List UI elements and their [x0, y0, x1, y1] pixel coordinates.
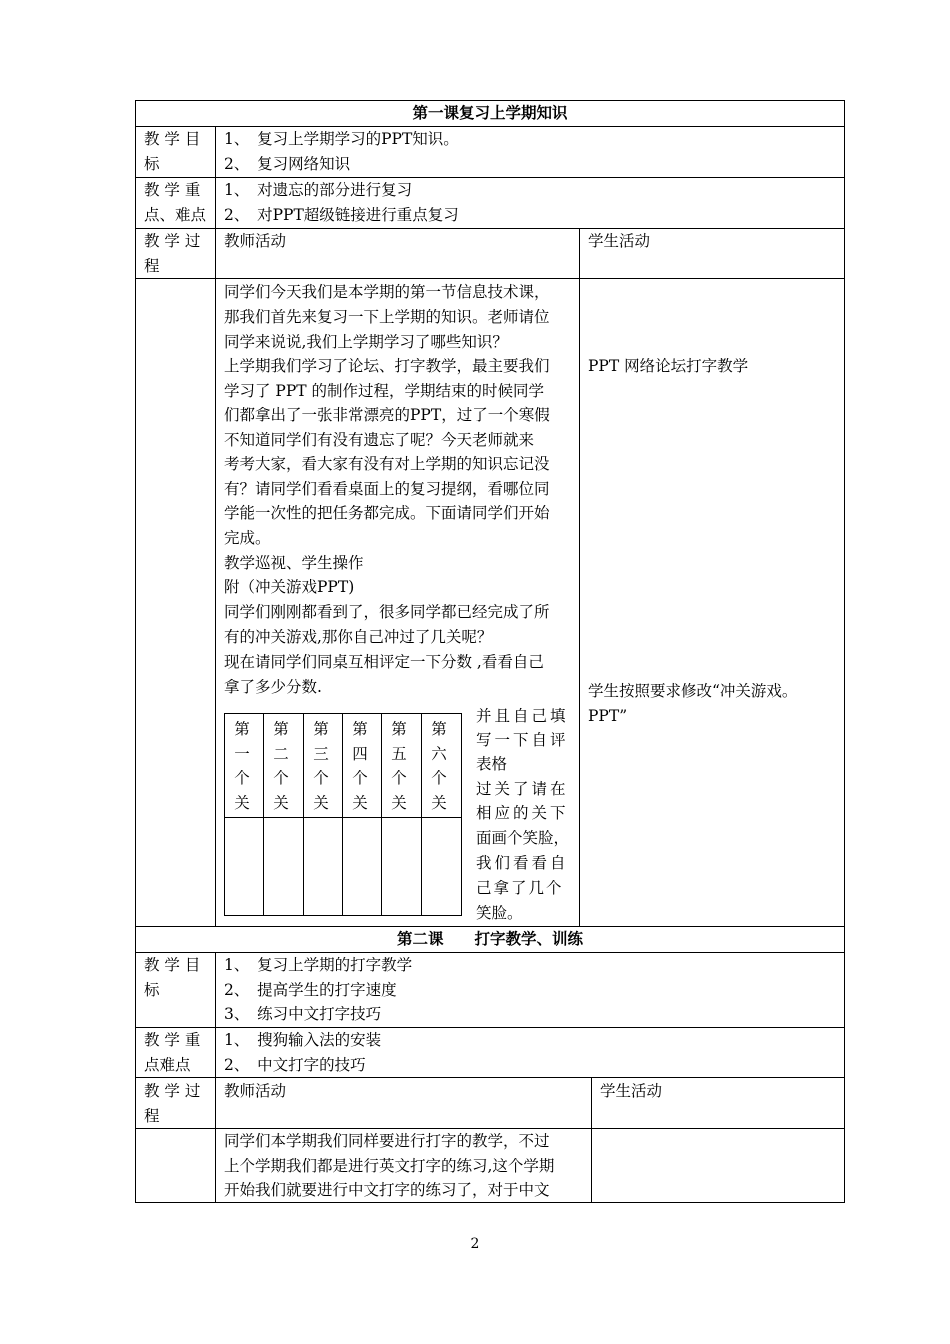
- score-table-rule: [342, 713, 343, 916]
- score-header-char: 关: [313, 793, 329, 812]
- lesson1-goal-label: 教 学 目: [144, 130, 201, 148]
- lesson1-student-header: 学生活动: [588, 232, 651, 250]
- score-header-5: [389, 717, 409, 815]
- lesson2-teacher-header: 教师活动: [224, 1082, 287, 1100]
- lesson1-side-note-line: 笑脸。: [476, 904, 523, 922]
- lesson1-goal-item: 1、 复习上学期学习的PPT知识。: [224, 130, 459, 148]
- table-rule: [215, 952, 216, 1202]
- score-header-4: [350, 717, 370, 815]
- table-rule: [591, 1077, 592, 1202]
- lesson2-goal-item: 2、 提高学生的打字速度: [224, 981, 397, 999]
- lesson1-teacher-line: 上学期我们学习了论坛、打字教学，最主要我们: [224, 357, 550, 375]
- lesson2-key-item: 2、 中文打字的技巧: [224, 1056, 366, 1074]
- score-header-char: 二: [273, 744, 289, 763]
- lesson1-side-note-line: 相应的关下: [476, 804, 569, 822]
- score-header-char: 关: [391, 793, 407, 812]
- lesson1-teacher-line: 附（冲关游戏PPT): [224, 578, 355, 596]
- lesson2-teacher-line: 开始我们就要进行中文打字的练习了，对于中文: [224, 1181, 550, 1199]
- lesson1-side-note-line: 并且自己填: [476, 707, 569, 725]
- score-header-3: [311, 717, 331, 815]
- lesson1-key-item: 1、 对遗忘的部分进行复习: [224, 181, 413, 199]
- table-rule: [579, 228, 580, 926]
- lesson1-side-note-line: 过关了请在: [476, 780, 569, 798]
- score-header-char: 关: [431, 793, 447, 812]
- score-header-char: 个: [391, 769, 407, 787]
- lesson2-goal-item: 1、 复习上学期的打字教学: [224, 956, 413, 974]
- score-table-rule: [303, 713, 304, 916]
- lesson2-student-header: 学生活动: [600, 1082, 663, 1100]
- score-header-char: 第: [273, 720, 289, 738]
- lesson2-key-label: 点难点: [144, 1056, 191, 1074]
- score-header-char: 六: [431, 744, 447, 763]
- lesson1-teacher-header: 教师活动: [224, 232, 287, 250]
- score-header-char: 关: [273, 793, 289, 812]
- lesson1-title: 第一课复习上学期知识: [412, 103, 568, 122]
- lesson1-side-note-line: 写一下自评: [476, 731, 569, 749]
- lesson1-student-note: 学生按照要求修改“冲关游戏。: [588, 682, 798, 700]
- score-header-2: [271, 717, 291, 815]
- lesson1-process-label: 程: [144, 257, 160, 275]
- lesson1-side-note-line: 面画个笑脸，: [476, 829, 570, 847]
- lesson1-teacher-line: 有的冲关游戏,那你自己冲过了几关呢？: [224, 628, 493, 646]
- score-table-rule: [421, 713, 422, 916]
- score-header-char: 个: [273, 769, 289, 787]
- lesson1-teacher-line: 那我们首先来复习一下上学期的知识。老师请位: [224, 308, 550, 326]
- lesson1-key-label: 点、难点: [144, 206, 207, 224]
- lesson1-teacher-line: 教学巡视、学生操作: [224, 554, 364, 572]
- score-header-char: 第: [313, 720, 329, 738]
- table-rule: [135, 278, 845, 279]
- lesson1-teacher-line: 有？请同学们看看桌面上的复习提纲，看哪位同: [224, 480, 550, 498]
- lesson1-key-label: 教 学 重: [144, 181, 201, 199]
- score-header-char: 关: [352, 793, 368, 812]
- lesson1-student-note: PPT”: [588, 707, 628, 725]
- lesson1-goal-item: 2、 复习网络知识: [224, 155, 351, 173]
- table-border-right: [844, 100, 845, 1203]
- score-header-char: 个: [352, 769, 368, 787]
- lesson1-teacher-line: 拿了多少分数.: [224, 678, 322, 696]
- lesson2-process-label: 教 学 过: [144, 1082, 201, 1100]
- score-header-char: 个: [431, 769, 447, 787]
- score-header-char: 第: [391, 720, 407, 738]
- score-header-char: 个: [234, 769, 250, 787]
- score-header-char: 第: [234, 720, 250, 738]
- score-header-char: 个: [313, 769, 329, 787]
- lesson2-teacher-line: 上个学期我们都是进行英文打字的练习,这个学期: [224, 1157, 555, 1175]
- score-header-6: [429, 717, 449, 815]
- score-header-char: 五: [391, 744, 407, 763]
- score-table-rule: [263, 713, 264, 916]
- score-header-1: [232, 717, 252, 815]
- table-rule: [215, 126, 216, 926]
- lesson1-teacher-line: 同学们刚刚都看到了，很多同学都已经完成了所: [224, 603, 550, 621]
- score-table-rule: [224, 817, 462, 818]
- lesson1-side-note-line: 表格: [476, 755, 508, 773]
- page-number: 2: [470, 1236, 480, 1252]
- lesson1-teacher-line: 学能一次性的把任务都完成。下面请同学们开始: [224, 504, 550, 522]
- lesson2-goal-label: 标: [144, 981, 160, 999]
- lesson2-teacher-line: 同学们本学期我们同样要进行打字的教学，不过: [224, 1132, 550, 1150]
- lesson2-key-label: 教 学 重: [144, 1031, 201, 1049]
- score-header-char: 第: [431, 720, 447, 738]
- lesson1-side-note-line: 我们看看自: [476, 854, 569, 872]
- score-table: [224, 713, 462, 916]
- table-border-left: [135, 100, 136, 1203]
- lesson1-student-note: PPT 网络论坛打字教学: [588, 357, 749, 375]
- lesson2-process-label: 程: [144, 1107, 160, 1125]
- score-header-char: 第: [352, 720, 368, 738]
- lesson2-goal-item: 3、 练习中文打字技巧: [224, 1005, 382, 1023]
- lesson1-teacher-line: 学习了 PPT 的制作过程，学期结束的时候同学: [224, 382, 545, 400]
- score-table-rule: [381, 713, 382, 916]
- lesson1-teacher-line: 完成。: [224, 529, 271, 547]
- lesson1-goal-label: 标: [144, 155, 160, 173]
- lesson1-key-item: 2、 对PPT超级链接进行重点复习: [224, 206, 459, 224]
- lesson1-teacher-line: 现在请同学们同桌互相评定一下分数 ,看看自己: [224, 653, 544, 671]
- lesson2-goal-label: 教 学 目: [144, 956, 201, 974]
- lesson2-title: 第二课 打字教学、训练: [396, 929, 583, 948]
- lesson1-teacher-line: 考考大家，看大家有没有对上学期的知识忘记没: [224, 455, 550, 473]
- score-header-char: 关: [234, 793, 250, 812]
- lesson2-key-item: 1、 搜狗输入法的安装: [224, 1031, 382, 1049]
- lesson1-teacher-line: 同学们今天我们是本学期的第一节信息技术课，: [224, 283, 550, 301]
- lesson1-teacher-line: 们都拿出了一张非常漂亮的PPT，过了一个寒假: [224, 406, 550, 424]
- lesson1-side-note-line: 己拿了几个: [476, 879, 564, 897]
- score-header-char: 三: [313, 744, 329, 763]
- score-header-char: 一: [234, 744, 250, 763]
- score-header-char: 四: [352, 744, 368, 763]
- lesson1-process-label: 教 学 过: [144, 232, 201, 250]
- lesson1-teacher-line: 不知道同学们有没有遗忘了呢？今天老师就来: [224, 431, 535, 449]
- lesson1-teacher-line: 同学来说说,我们上学期学习了哪些知识？: [224, 333, 508, 351]
